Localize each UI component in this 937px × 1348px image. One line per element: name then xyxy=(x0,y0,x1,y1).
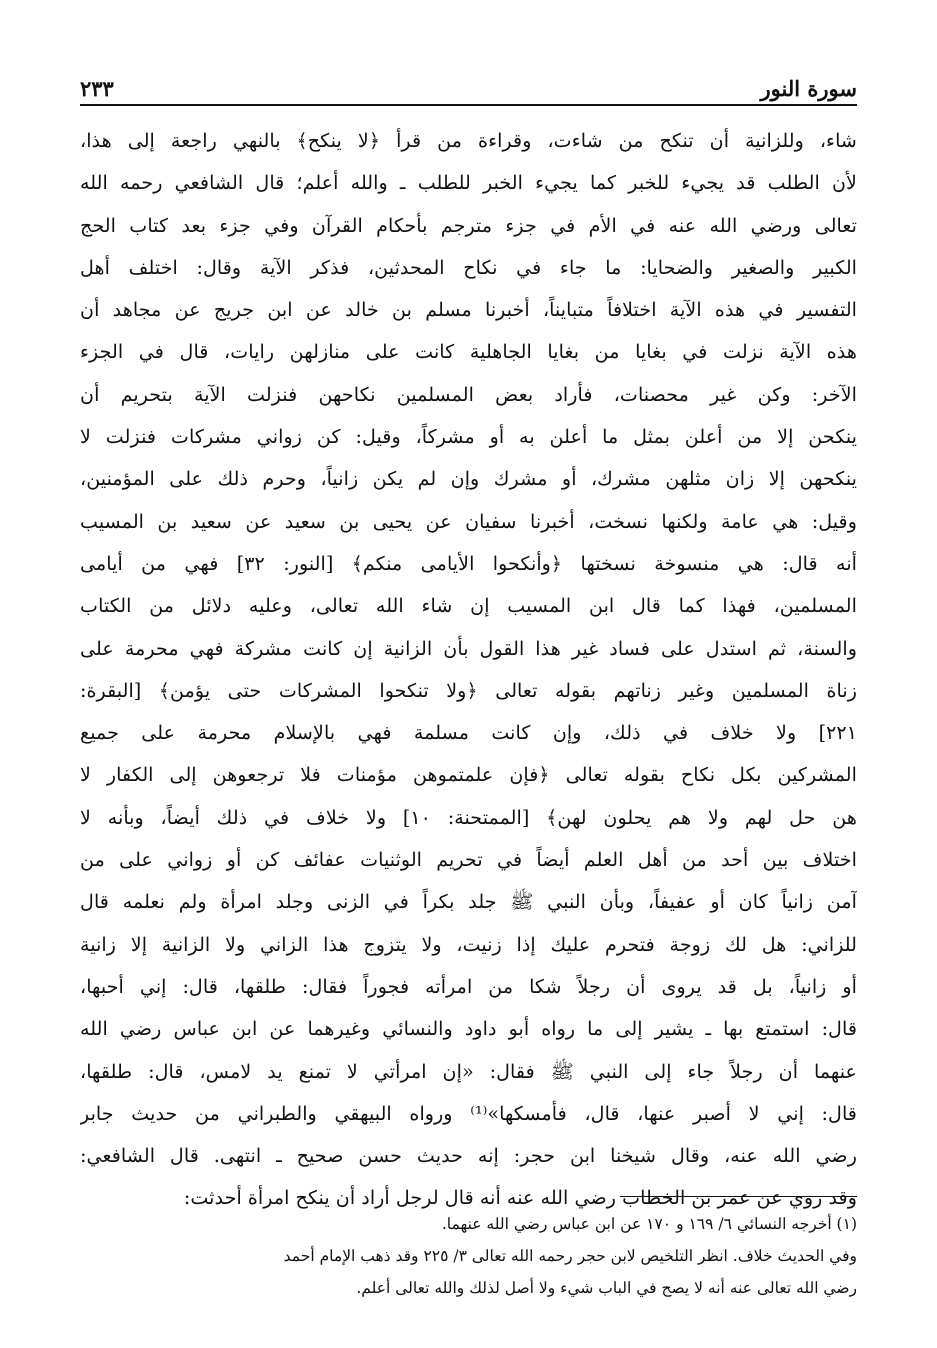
footnote-line: رضي الله تعالى عنه أنه لا يصح في الباب شيء ولا أصل لذلك والله تعالى أعلم. xyxy=(356,1279,857,1297)
text-line: زناة المسلمين وغير زناتهم بقوله تعالى ﴿ولا تنكحوا المشركات حتى يؤمن﴾ [البقرة: xyxy=(80,678,857,702)
text-line: قال: إني لا أصبر عنها، قال، فأمسكها»⁽¹⁾ ورواه البيهقي والطبراني من حديث جابر xyxy=(80,1101,857,1125)
text-line: للزاني: هل لك زوجة فتحرم عليك إذا زنيت، ولا يتزوج هذا الزاني ولا الزانية إلا زانية xyxy=(80,932,857,956)
header-divider xyxy=(80,104,857,106)
text-line: الكبير والصغير والضحايا: ما جاء في نكاح المحدثين، فذكر الآية وقال: اختلف أهل xyxy=(80,255,857,279)
text-line: اختلاف بين أحد من أهل العلم أيضاً في تحريم الوثنيات عفائف كن أو زواني على من xyxy=(80,848,857,872)
page-header xyxy=(80,70,857,106)
text-line: المسلمين، فهذا كما قال ابن المسيب إن شاء الله تعالى، وعليه دلائل من الكتاب xyxy=(80,594,857,618)
text-line: هن حل لهم ولا هم يحلون لهن﴾ [الممتحنة: ١٠] ولا خلاف في ذلك أيضاً، وبأنه لا xyxy=(80,805,857,829)
text-line: ٢٢١] ولا خلاف في ذلك، وإن كانت مسلمة فهي بالإسلام محرمة على جميع xyxy=(80,721,857,745)
text-line: تعالى ورضي الله عنه في الأم في جزء مترجم بأحكام القرآن وفي جزء بعد كتاب الحج xyxy=(80,213,857,237)
text-line: رضي الله عنه، وقال شيخنا ابن حجر: إنه حديث حسن صحيح ـ انتهى. قال الشافعي: xyxy=(80,1144,857,1168)
page-number: ٢٣٣ xyxy=(80,76,114,101)
text-line: ينكحهن إلا زان مثلهن مشرك، أو مشرك وإن لم يكن زانياً، وحرم ذلك على المؤمنين، xyxy=(80,467,857,491)
surah-title: سورة النور xyxy=(760,76,857,101)
footnote-divider xyxy=(620,1196,857,1197)
text-line: والسنة، ثم استدل على فساد غير هذا القول بأن الزانية إن كانت مشركة فهي محرمة على xyxy=(80,636,857,660)
footnote-line: (١) أخرجه النسائي ٦/ ١٦٩ و ١٧٠ عن ابن عباس رضي الله عنهما. xyxy=(441,1215,857,1233)
text-line: قال: استمتع بها ـ يشير إلى ما رواه أبو داود والنسائي وغيرهما عن ابن عباس رضي الله xyxy=(80,1017,857,1041)
text-line: أنه قال: هي منسوخة نسختها ﴿وأنكحوا الأيامى منكم﴾ [النور: ٣٢] فهي من أيامى xyxy=(80,551,857,575)
text-line: آمن زانياً كان أو عفيفاً، وبأن النبي ﷺ جلد بكراً في الزنى وجلد امرأة ولم نعلمه قال xyxy=(80,890,857,914)
text-line: الآخر: وكن غير محصنات، فأراد بعض المسلمين نكاحهن فنزلت الآية بتحريم أن xyxy=(80,382,857,406)
footnote-line: وفي الحديث خلاف. انظر التلخيص لابن حجر رحمه الله تعالى ٣/ ٢٢٥ وقد ذهب الإمام أحمد xyxy=(283,1247,857,1265)
text-line: عنهما أن رجلاً جاء إلى النبي ﷺ فقال: «إن امرأتي لا تمنع يد لامس، قال: طلقها، xyxy=(80,1059,857,1083)
main-text-block xyxy=(80,120,857,1220)
text-line: أو زانياً، بل قد يروى أن رجلاً شكا من امرأته فجوراً فقال: طلقها، قال: إني أحبها، xyxy=(80,974,857,998)
footnotes xyxy=(80,1208,857,1304)
text-line: هذه الآية نزلت في بغايا من بغايا الجاهلية كانت على منازلهن رايات، قال في الجزء xyxy=(80,340,857,364)
text-line: ينكحن إلا من أعلن بمثل ما أعلن به أو مشركاً، وقيل: كن زواني مشركات فنزلت لا xyxy=(80,425,857,449)
text-line: لأن الطلب قد يجيء للخبر كما يجيء الخبر للطلب ـ والله أعلم؛ قال الشافعي رحمه الله xyxy=(80,171,857,195)
text-line: شاء، وللزانية أن تنكح من شاءت، وقراءة من قرأ ﴿لا ينكح﴾ بالنهي راجعة إلى هذا، xyxy=(80,129,857,152)
text-line: وقيل: هي عامة ولكنها نسخت، أخبرنا سفيان عن يحيى بن سعيد عن سعيد بن المسيب xyxy=(80,509,857,533)
text-line: وقد روي عن عمر بن الخطاب رضي الله عنه أنه قال لرجل أراد أن ينكح امرأة أحدثت: xyxy=(183,1186,857,1210)
text-line: التفسير في هذه الآية اختلافاً متبايناً، أخبرنا مسلم بن خالد عن ابن جريج عن مجاهد أن xyxy=(80,298,857,322)
text-line: المشركين بكل نكاح بقوله تعالى ﴿فإن علمتموهن مؤمنات فلا ترجعوهن إلى الكفار لا xyxy=(80,763,857,787)
